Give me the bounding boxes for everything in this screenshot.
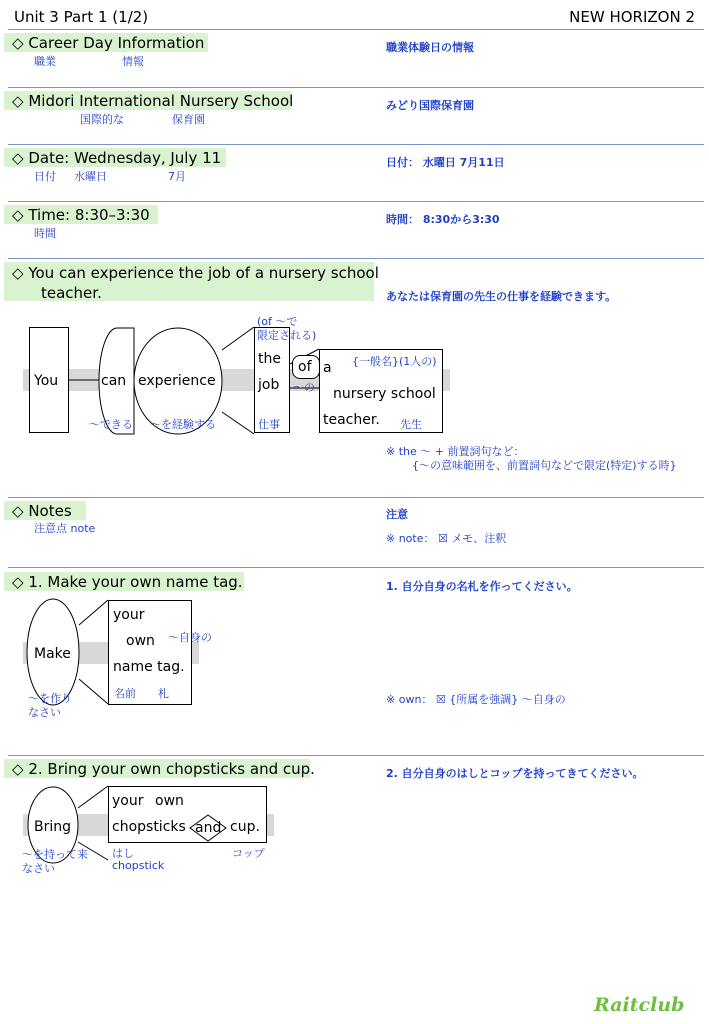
word-a: a xyxy=(323,360,332,376)
word-own: own xyxy=(155,793,184,809)
jp-translation: 1. 自分自身の名札を作ってください。 xyxy=(386,580,578,593)
sentence-diagram-lines xyxy=(0,780,709,870)
diamond-icon: ◇ xyxy=(12,92,24,110)
diamond-icon: ◇ xyxy=(12,573,24,591)
gloss: 日付 xyxy=(34,170,56,183)
gloss: なさい xyxy=(22,862,55,875)
word-can: can xyxy=(101,373,127,389)
gloss: 7月 xyxy=(168,170,186,183)
jp-translation: 職業体験日の情報 xyxy=(386,41,474,54)
diamond-icon: ◇ xyxy=(12,760,24,778)
divider xyxy=(8,755,704,756)
gloss: 水曜日 xyxy=(74,170,107,183)
raitclub-logo: Raitclub xyxy=(594,994,685,1016)
textbook-name: NEW HORIZON 2 xyxy=(569,8,695,26)
gloss: {一般名}(1人の) xyxy=(352,355,437,368)
gloss: コップ xyxy=(232,847,265,860)
gloss: chopstick xyxy=(112,859,165,872)
gloss: 仕事 xyxy=(258,418,280,431)
word-nursery-school: nursery school xyxy=(333,386,436,402)
jp-translation: 2. 自分自身のはしとコップを持ってきてください。 xyxy=(386,767,644,780)
word-bring: Bring xyxy=(34,819,72,835)
diamond-icon: ◇ xyxy=(12,149,24,167)
diamond-icon: ◇ xyxy=(12,502,24,520)
gloss: (of ～で xyxy=(257,315,298,328)
section-title-career: ◇ Career Day Information xyxy=(12,34,205,52)
jp-translation: 日付： 水曜日 7月11日 xyxy=(386,156,505,169)
gloss: ～の xyxy=(293,381,315,394)
word-make: Make xyxy=(34,646,71,662)
section-title-notes: ◇ Notes xyxy=(12,502,72,520)
word-chopsticks: chopsticks xyxy=(112,819,186,835)
gloss: ～を持って来 xyxy=(22,848,88,861)
note: ※ the ～ + 前置詞句など： xyxy=(386,445,525,458)
jp-translation: 時間： 8:30から3:30 xyxy=(386,213,500,226)
jp-translation: あなたは保育園の先生の仕事を経験できます。 xyxy=(386,290,617,303)
word-job: job xyxy=(258,377,280,393)
section-title-experience-line2: teacher. xyxy=(41,284,102,302)
gloss: 先生 xyxy=(400,418,422,431)
word-teacher: teacher. xyxy=(323,412,380,428)
gloss: ～できる xyxy=(89,418,133,431)
word-experience: experience xyxy=(138,373,216,389)
gloss: 情報 xyxy=(122,55,144,68)
diamond-icon: ◇ xyxy=(12,264,24,282)
divider xyxy=(8,144,704,145)
jp-translation: みどり国際保育園 xyxy=(386,99,474,112)
section-title-item1: ◇ 1. Make your own name tag. xyxy=(12,573,243,591)
section-title-item2: ◇ 2. Bring your own chopsticks and cup. xyxy=(12,760,315,778)
unit-title: Unit 3 Part 1 (1/2) xyxy=(14,8,149,26)
gloss: ～を作り xyxy=(28,692,72,705)
word-and: and xyxy=(195,820,222,836)
word-cup: cup. xyxy=(230,819,260,835)
gloss: 札 xyxy=(158,687,169,700)
word-your: your xyxy=(113,607,145,623)
section-title-experience: ◇ You can experience the job of a nursery school xyxy=(12,264,379,282)
word-own: own xyxy=(126,633,155,649)
word-of: of xyxy=(298,359,312,375)
note: ※ note： ☒ メモ、注釈 xyxy=(386,532,507,545)
divider xyxy=(8,87,704,88)
jp-translation: 注意 xyxy=(386,508,408,521)
note: ※ own： ☒ {所属を強調} ～自身の xyxy=(386,693,566,706)
gloss: 名前 xyxy=(114,687,136,700)
divider xyxy=(8,29,704,30)
diamond-icon: ◇ xyxy=(12,206,24,224)
gloss: 注意点 note xyxy=(34,522,96,535)
word-your: your xyxy=(112,793,144,809)
divider xyxy=(8,497,704,498)
divider xyxy=(8,567,704,568)
section-title-date: ◇ Date: Wednesday, July 11 xyxy=(12,149,222,167)
gloss: ～自身の xyxy=(168,631,212,644)
diamond-icon: ◇ xyxy=(12,34,24,52)
gloss: 保育園 xyxy=(172,113,205,126)
word-you: You xyxy=(34,373,59,389)
gloss: ～を経験する xyxy=(150,418,216,431)
gloss: 職業 xyxy=(34,55,56,68)
word-name-tag: name tag. xyxy=(113,659,185,675)
sentence-diagram-lines xyxy=(0,590,709,720)
divider xyxy=(8,258,704,259)
gloss: 時間 xyxy=(34,227,56,240)
gloss: なさい xyxy=(28,706,61,719)
divider xyxy=(8,201,704,202)
gloss: はし xyxy=(112,847,134,860)
word-the: the xyxy=(258,351,281,367)
section-title-midori: ◇ Midori International Nursery School xyxy=(12,92,294,110)
section-title-time: ◇ Time: 8:30–3:30 xyxy=(12,206,150,224)
gloss: 国際的な xyxy=(80,113,124,126)
gloss: 限定される) xyxy=(257,329,317,342)
note: {～の意味範囲を、前置詞句などで限定(特定)する時} xyxy=(412,459,677,472)
